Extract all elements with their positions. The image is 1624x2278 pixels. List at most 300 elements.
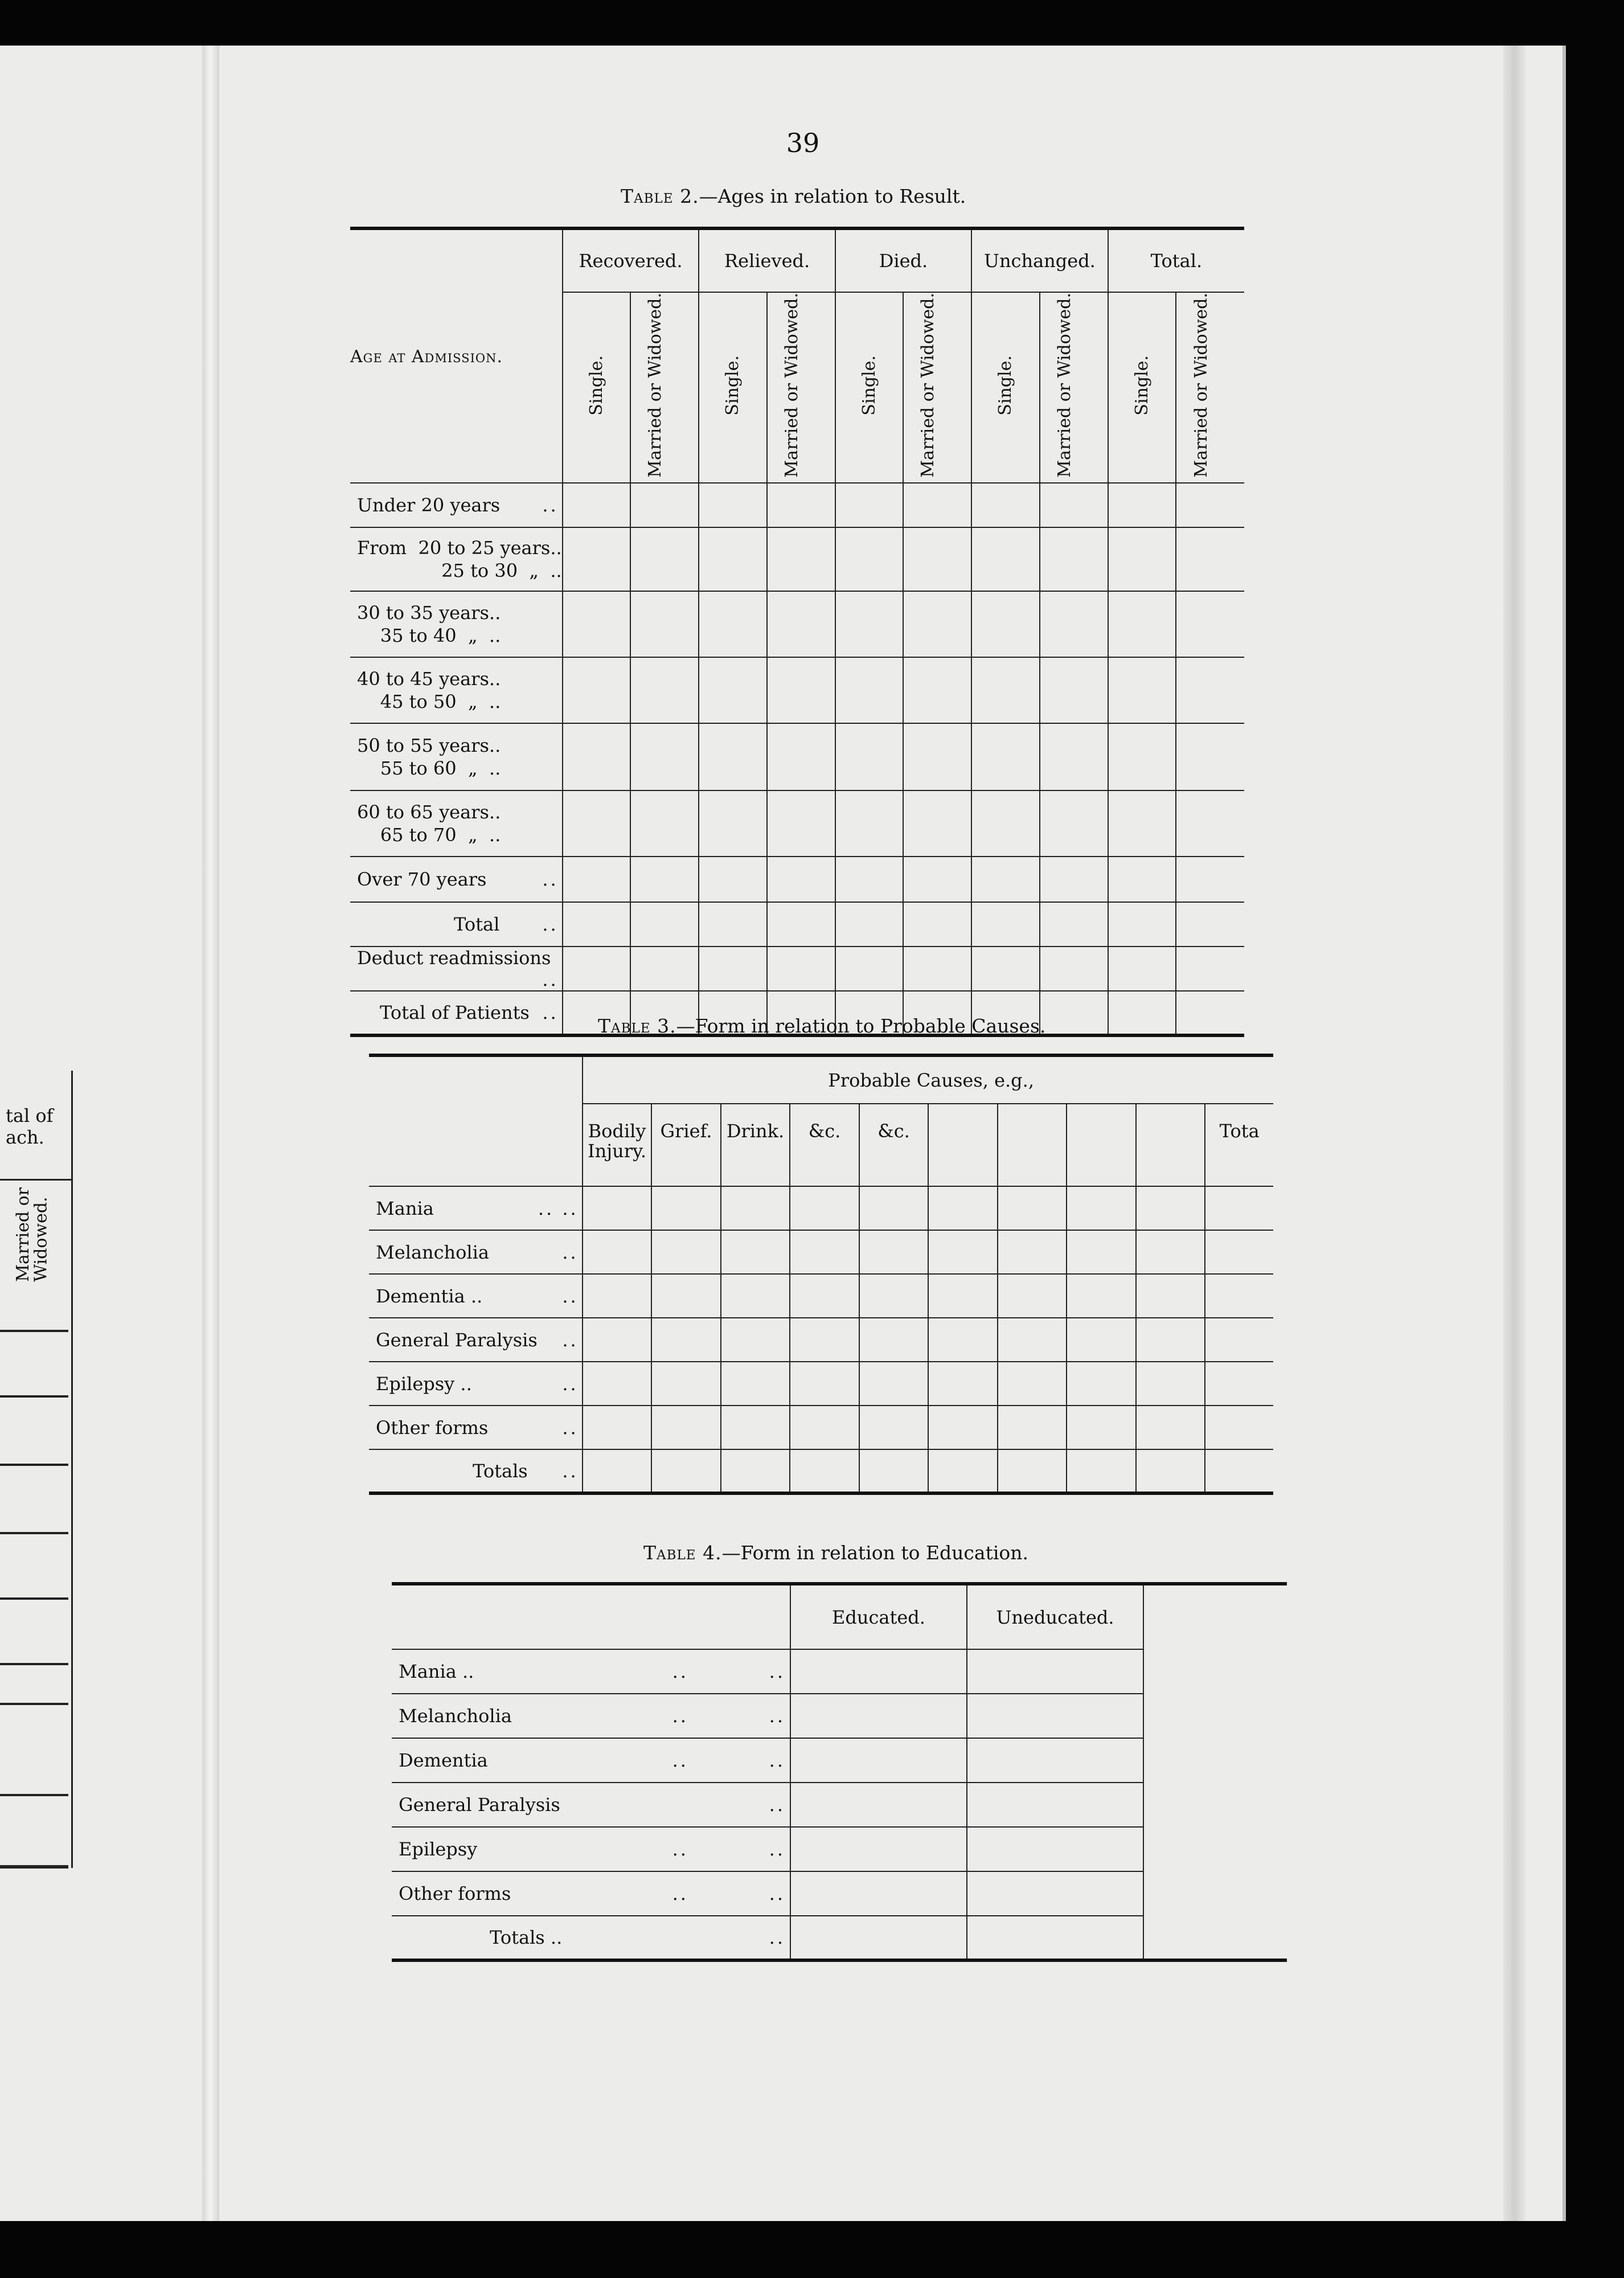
table3-cell — [1205, 1449, 1273, 1493]
table3-cell — [928, 1274, 998, 1318]
table3-cell — [859, 1186, 929, 1230]
table4-cell — [1143, 1871, 1287, 1916]
table4-label: Table 4. — [643, 1542, 722, 1564]
table3-cell — [1067, 1362, 1136, 1406]
table2-cell — [971, 527, 1040, 591]
table4-cell — [967, 1916, 1143, 1960]
table3-cell — [928, 1186, 998, 1230]
table2-cell — [835, 591, 904, 657]
table2-cell — [699, 790, 767, 857]
table2-group-header: Died. — [835, 228, 971, 292]
table4-row — [392, 1694, 1287, 1738]
row-label-text: From 20 to 25 years.. 25 to 30 „ .. — [357, 536, 562, 581]
table2-subheader-single — [699, 292, 767, 483]
row-label-text: Over 70 years — [357, 868, 487, 890]
table2-cell — [971, 483, 1040, 527]
table4-cell — [790, 1916, 967, 1960]
table3-row-label — [369, 1318, 583, 1362]
table2-cell — [1040, 947, 1108, 991]
married-label: Married or Widowed. — [645, 293, 666, 478]
table3-cell — [721, 1318, 790, 1362]
page-edge — [1503, 46, 1526, 2221]
row-dots: .. — [562, 1241, 579, 1263]
table2-cell — [630, 857, 699, 902]
table2-cell — [1040, 902, 1108, 947]
married-label: Married or Widowed. — [1191, 293, 1211, 478]
married-label: Married or Widowed. — [781, 293, 802, 478]
table3-cell — [859, 1449, 929, 1493]
table4-cell — [967, 1783, 1143, 1827]
table2-subheader-married — [630, 292, 699, 483]
table3-header-text: Probable Causes, e.g., — [828, 1069, 1034, 1091]
row-label-text: 60 to 65 years.. 65 to 70 „ .. — [357, 801, 501, 846]
table4-cell — [790, 1783, 967, 1827]
table2-cell — [699, 527, 767, 591]
table3-cell — [1136, 1318, 1205, 1362]
table4-cell — [790, 1694, 967, 1738]
table3-cell — [721, 1406, 790, 1449]
table3-row-label — [369, 1406, 583, 1449]
table2-subheader-married — [903, 292, 971, 483]
row-label-text: 50 to 55 years.. 55 to 60 „ .. — [357, 734, 501, 779]
married-label: Married or Widowed. — [1054, 293, 1075, 478]
table3-cell — [859, 1362, 929, 1406]
row-label-text: Total of Patients — [380, 1001, 530, 1023]
table3-col-header — [1136, 1104, 1205, 1186]
table2-cell — [563, 857, 631, 902]
table2-subheader-married — [1176, 292, 1244, 483]
table3-row — [369, 1186, 1273, 1230]
table2-cell — [1108, 902, 1176, 947]
row-label-text: Melancholia — [399, 1705, 512, 1727]
table3-cell — [1136, 1406, 1205, 1449]
table3-row — [369, 1449, 1273, 1493]
row-dots: .. .. — [672, 1838, 785, 1860]
single-label: Single. — [995, 355, 1016, 416]
table2-cell — [1176, 857, 1244, 902]
table3-cell — [928, 1449, 998, 1493]
table3-row — [369, 1406, 1273, 1449]
row-dots: .. — [562, 1460, 579, 1482]
table3-cell — [651, 1362, 721, 1406]
table2-cell — [1176, 527, 1244, 591]
table2-cell — [903, 723, 971, 790]
table2-cell — [699, 902, 767, 947]
row-label-text: Totals — [473, 1460, 528, 1482]
table2-cell — [630, 483, 699, 527]
table3-cell — [1067, 1230, 1136, 1274]
table2-row — [350, 483, 1244, 527]
row-label-text: Other forms — [376, 1416, 489, 1439]
table2-cell — [1040, 527, 1108, 591]
table3-cell — [583, 1449, 652, 1493]
table2-cell — [1108, 857, 1176, 902]
table2-row-label — [350, 591, 563, 657]
table3-cell — [998, 1362, 1067, 1406]
table3-cell — [583, 1318, 652, 1362]
table2-cell — [1040, 857, 1108, 902]
table3-cell — [1205, 1274, 1273, 1318]
table2-cell — [767, 483, 835, 527]
table3-cell — [1136, 1230, 1205, 1274]
table2-cell — [835, 723, 904, 790]
table3-cell — [1067, 1186, 1136, 1230]
table2-cell — [835, 857, 904, 902]
table2-cell — [971, 657, 1040, 723]
table2-cell — [1176, 657, 1244, 723]
table2-row — [350, 947, 1244, 991]
table3-cell — [583, 1362, 652, 1406]
table4-row-label — [392, 1694, 790, 1738]
table3-row — [369, 1362, 1273, 1406]
table4-cell — [1143, 1738, 1287, 1783]
table2-cell — [903, 591, 971, 657]
table3-cell — [1067, 1318, 1136, 1362]
single-label: Single. — [586, 355, 606, 416]
table2-cell — [1108, 591, 1176, 657]
table2-subheader-single — [1108, 292, 1176, 483]
table4-cell — [1143, 1649, 1287, 1694]
table3-cell — [790, 1449, 859, 1493]
table2-cell — [699, 723, 767, 790]
table2-row-label — [350, 723, 563, 790]
table2-cell — [903, 790, 971, 857]
row-dots: .. — [562, 1285, 579, 1307]
table2-cell — [1108, 527, 1176, 591]
table2-row-label — [350, 991, 563, 1035]
table3-cell — [721, 1230, 790, 1274]
table2-cell — [563, 723, 631, 790]
table3-col-header: &c. — [790, 1104, 859, 1186]
row-label-text: Epilepsy .. — [376, 1372, 472, 1395]
table2-group-header: Unchanged. — [971, 228, 1108, 292]
table3-row — [369, 1274, 1273, 1318]
table3-col-header: Grief. — [651, 1104, 721, 1186]
left-fragment-col-label: Married or Widowed. — [13, 1187, 51, 1282]
table2-cell — [1176, 790, 1244, 857]
table4-row-label — [392, 1783, 790, 1827]
table4 — [392, 1582, 1287, 1962]
table3-header — [583, 1055, 1273, 1104]
table2-cell — [1040, 483, 1108, 527]
table2-cell — [1176, 723, 1244, 790]
table2-cell — [903, 902, 971, 947]
table2-row — [350, 857, 1244, 902]
table3-cell — [928, 1406, 998, 1449]
table4-cell — [967, 1871, 1143, 1916]
table3-cell — [583, 1186, 652, 1230]
table2 — [350, 227, 1244, 1037]
table2-cell — [1108, 657, 1176, 723]
table4-cell — [790, 1871, 967, 1916]
table2-cell — [835, 790, 904, 857]
table2-cell — [1176, 902, 1244, 947]
table2-cell — [1108, 991, 1176, 1035]
table3-cell — [859, 1274, 929, 1318]
table2-subheader-single — [835, 292, 904, 483]
table2-row-label — [350, 483, 563, 527]
table2-row-header-text: Age at Admission. — [350, 347, 503, 367]
table2-cell — [1040, 723, 1108, 790]
table2-subheader-single — [563, 292, 631, 483]
table3-col-header: Bodily Injury. — [583, 1104, 652, 1186]
table2-subheader-married — [1040, 292, 1108, 483]
table2-cell — [903, 947, 971, 991]
table3-cell — [651, 1274, 721, 1318]
table2-group-header: Recovered. — [563, 228, 699, 292]
table3-cell — [1205, 1186, 1273, 1230]
table3-cell — [790, 1362, 859, 1406]
table3-cell — [998, 1274, 1067, 1318]
table3-cell — [583, 1230, 652, 1274]
row-label-text: Totals .. — [490, 1927, 563, 1948]
table2-cell — [630, 527, 699, 591]
table4-cell — [790, 1738, 967, 1783]
table3-cell — [651, 1406, 721, 1449]
table2-cell — [563, 527, 631, 591]
table2-cell — [1040, 790, 1108, 857]
table3-cell — [583, 1274, 652, 1318]
table3-cell — [721, 1362, 790, 1406]
row-label-text: Other forms — [399, 1883, 511, 1904]
table4-cell — [967, 1649, 1143, 1694]
table3-col-header — [1067, 1104, 1136, 1186]
table2-cell — [835, 902, 904, 947]
row-dots: .. — [562, 1416, 579, 1439]
table3-cell — [721, 1274, 790, 1318]
table2-cell — [630, 947, 699, 991]
table2-cell — [630, 591, 699, 657]
table2-cell — [903, 657, 971, 723]
table2-label: Table 2. — [621, 185, 699, 207]
table2-row — [350, 902, 1244, 947]
table3-cell — [1136, 1362, 1205, 1406]
table2-cell — [971, 902, 1040, 947]
row-dots: .. .. — [672, 1750, 785, 1771]
table3-row-label — [369, 1230, 583, 1274]
table2-row — [350, 723, 1244, 790]
table2-row-label — [350, 857, 563, 902]
table2-cell — [563, 790, 631, 857]
table3-cell — [651, 1186, 721, 1230]
table2-row — [350, 591, 1244, 657]
table2-cell — [767, 790, 835, 857]
table4-row-label — [392, 1916, 790, 1960]
table2-group-header: Total. — [1108, 228, 1244, 292]
page-fold — [202, 46, 219, 2221]
table3-cell — [721, 1449, 790, 1493]
row-dots: .. — [542, 494, 559, 516]
table3-cell — [998, 1230, 1067, 1274]
table2-cell — [971, 723, 1040, 790]
table2-cell — [1176, 591, 1244, 657]
row-dots: .. — [542, 868, 559, 890]
table2-cell — [699, 591, 767, 657]
table3-cell — [1067, 1406, 1136, 1449]
table2-row-label — [350, 657, 563, 723]
table2-cell — [971, 790, 1040, 857]
table2-row — [350, 657, 1244, 723]
table2-cell — [767, 857, 835, 902]
table4-cell — [790, 1827, 967, 1871]
table3-col-header — [928, 1104, 998, 1186]
table2-cell — [767, 947, 835, 991]
table2-cell — [630, 657, 699, 723]
table2-cell — [1040, 991, 1108, 1035]
table3-cell — [651, 1449, 721, 1493]
row-label-text: General Paralysis — [376, 1329, 538, 1351]
row-dots: .. — [542, 913, 559, 935]
row-label-text: Mania .. — [399, 1661, 474, 1682]
table2-subheader-single — [971, 292, 1040, 483]
row-label-text: 30 to 35 years.. 35 to 40 „ .. — [357, 601, 501, 646]
table2-cell — [699, 483, 767, 527]
table2-row — [350, 527, 1244, 591]
table3-row-label — [369, 1362, 583, 1406]
table3-cell — [790, 1186, 859, 1230]
table2-cell — [971, 947, 1040, 991]
row-label-text: Total — [454, 913, 500, 935]
table2-cell — [971, 857, 1040, 902]
table4-row-label — [392, 1649, 790, 1694]
table4-row — [392, 1827, 1287, 1871]
row-label-text: Mania — [376, 1197, 434, 1219]
table4-row-label — [392, 1827, 790, 1871]
table2-cell — [1108, 790, 1176, 857]
table3-cell — [928, 1318, 998, 1362]
table3-cell — [859, 1318, 929, 1362]
table2-cell — [1108, 947, 1176, 991]
table2-row-label — [350, 947, 563, 991]
table2-cell — [699, 947, 767, 991]
row-dots: .. .. — [538, 1197, 579, 1219]
table3-cell — [1205, 1318, 1273, 1362]
table2-cell — [1108, 723, 1176, 790]
table2-cell — [835, 947, 904, 991]
row-label-text: Under 20 years — [357, 494, 501, 516]
table3-row — [369, 1318, 1273, 1362]
table3-cell — [1205, 1362, 1273, 1406]
table3-row — [369, 1230, 1273, 1274]
table2-cell — [699, 857, 767, 902]
table2-cell — [835, 527, 904, 591]
table2-cell — [903, 857, 971, 902]
row-label-text: Dementia .. — [376, 1285, 483, 1307]
table3-cell — [583, 1406, 652, 1449]
table3-cell — [1067, 1274, 1136, 1318]
table2-cell — [767, 657, 835, 723]
table4-caption — [643, 1542, 1028, 1564]
table2-caption — [621, 185, 966, 207]
table2-row-label — [350, 902, 563, 947]
table3-label: Table 3. — [598, 1015, 676, 1037]
table3-col-header — [998, 1104, 1067, 1186]
table2-cell — [1176, 947, 1244, 991]
table3-cell — [1136, 1186, 1205, 1230]
page-number: 39 — [786, 128, 820, 158]
table4-cell — [1143, 1694, 1287, 1738]
table2-cell — [835, 657, 904, 723]
table2-row-label — [350, 527, 563, 591]
table3-cell — [1136, 1274, 1205, 1318]
table3-cell — [790, 1230, 859, 1274]
table2-row-header — [350, 228, 563, 483]
table3-cell — [1205, 1230, 1273, 1274]
row-label-text: Deduct readmissions — [357, 947, 551, 969]
table3-title: —Form in relation to Probable Causes. — [676, 1015, 1046, 1037]
table3-cell — [998, 1186, 1067, 1230]
table2-cell — [971, 591, 1040, 657]
table2-cell — [563, 591, 631, 657]
single-label: Single. — [1131, 355, 1152, 416]
table3-row-label — [369, 1449, 583, 1493]
row-dots: .. .. — [672, 1883, 785, 1904]
table3-cell — [928, 1362, 998, 1406]
row-dots: .. — [562, 1329, 579, 1351]
table2-cell — [630, 902, 699, 947]
table2-cell — [1176, 483, 1244, 527]
table4-row-label — [392, 1738, 790, 1783]
table2-cell — [767, 723, 835, 790]
table2-cell — [767, 527, 835, 591]
table2-cell — [699, 657, 767, 723]
row-dots: .. — [542, 968, 559, 990]
table2-row — [350, 790, 1244, 857]
row-label-text: General Paralysis — [399, 1794, 560, 1816]
table4-row-label — [392, 1871, 790, 1916]
table2-group-header: Relieved. — [699, 228, 835, 292]
row-dots: .. — [542, 1001, 559, 1023]
table3-col-header: Drink. — [721, 1104, 790, 1186]
table2-cell — [630, 723, 699, 790]
table2-cell — [1040, 591, 1108, 657]
table4-cell — [967, 1827, 1143, 1871]
single-label: Single. — [859, 355, 879, 416]
table3-cell — [998, 1406, 1067, 1449]
table3-caption — [598, 1015, 1045, 1037]
row-dots: .. .. — [672, 1705, 785, 1727]
table4-row — [392, 1871, 1287, 1916]
row-dots: .. — [769, 1927, 785, 1948]
row-dots: .. .. — [672, 1661, 785, 1682]
table4-cell — [1143, 1783, 1287, 1827]
table3-row-label — [369, 1186, 583, 1230]
table3-cell — [721, 1186, 790, 1230]
table4-row — [392, 1783, 1287, 1827]
table2-cell — [563, 483, 631, 527]
table2-cell — [767, 591, 835, 657]
table3-cell — [651, 1230, 721, 1274]
table2-title: —Ages in relation to Result. — [699, 185, 966, 207]
table2-cell — [563, 657, 631, 723]
married-label: Married or Widowed. — [918, 293, 938, 478]
table2-cell — [1176, 991, 1244, 1035]
table3-cell — [998, 1318, 1067, 1362]
table4-cell — [1143, 1916, 1287, 1960]
table4-row — [392, 1738, 1287, 1783]
table3-cell — [790, 1274, 859, 1318]
single-label: Single. — [723, 355, 743, 416]
table4-cell — [967, 1694, 1143, 1738]
table3-cell — [1205, 1406, 1273, 1449]
table3-col-header: Tota — [1205, 1104, 1273, 1186]
table3-cell — [859, 1406, 929, 1449]
table3-cell — [790, 1406, 859, 1449]
table2-row-label — [350, 790, 563, 857]
row-label-text: Melancholia — [376, 1241, 489, 1263]
table4-col-header: Uneducated. — [967, 1584, 1143, 1649]
table2-cell — [1040, 657, 1108, 723]
